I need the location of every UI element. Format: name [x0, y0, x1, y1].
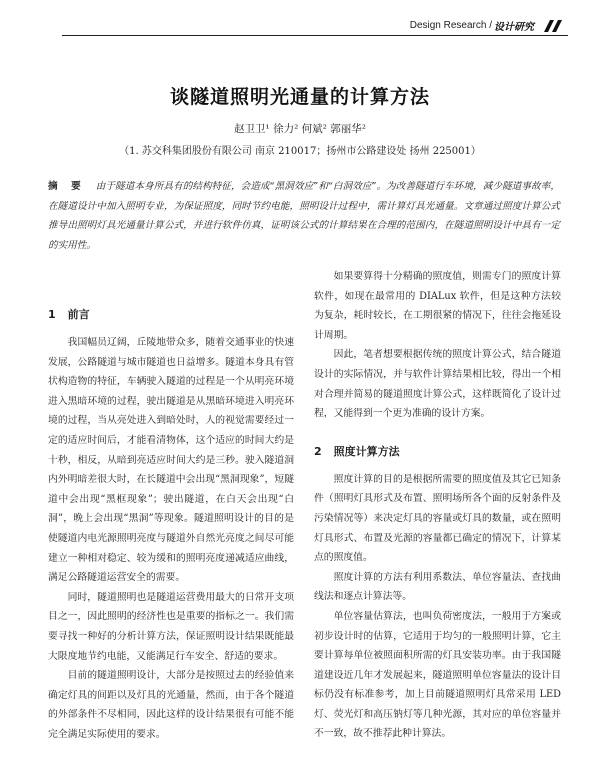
section-2-number: 2	[314, 444, 322, 458]
section-2-heading	[314, 442, 561, 470]
running-header	[410, 18, 566, 33]
author-line: 赵卫卫¹ 徐力² 何斌² 郭丽华²	[234, 123, 366, 135]
abstract-label: 摘 要	[48, 181, 86, 192]
journal-name-en: Design Research /	[409, 20, 492, 31]
article-title: 谈隧道照明光通量的计算方法	[169, 86, 430, 108]
journal-name-cn: 设计研究	[494, 22, 534, 33]
header-rule	[62, 35, 568, 36]
paragraph: 同时，隧道照明也是隧道运营费用最大的日常开支项目之一，因此照明的经济性也是重要的指标之一。我们需要寻找一种好的分析计算方法，保证照明设计结果既能最大限度地节约电能，又能满足行车安全、舒适的要求。	[48, 591, 294, 662]
header-slash-icon	[540, 20, 566, 32]
left-column	[48, 305, 294, 744]
paragraph: 照度计算的方法有利用系数法、单位容量法、查找曲线法和逐点计算法等。	[314, 571, 561, 603]
right-column	[314, 267, 561, 744]
section-gap	[314, 424, 561, 442]
paragraph: 我国幅员辽阔，丘陵地带众多，随着交通事业的快速发展，公路隧道与城市隧道也日益增多。隧道本身具有管状构造物的特征，车辆驶入隧道的过程是一个从明亮环境进入黑暗环境的过程，驶出隧道是从黑暗环境进入明亮环境的过程，当从亮处进入到暗处时，人的视觉需要经过一定的适应时间后，才能看清物体，这个适应的时间大约是十秒，相反，从暗到亮适应时间大约是三秒。驶入隧道洞内外明暗差很大时，在长隧道中会出现“黑洞现象”，短隧道中会出现“黑框现象”；驶出隧道，在白天会出现“白洞”，晚上会出现“黑洞”等现象。隧道照明设计的目的是使隧道内电光源照明亮度与隧道外自然光亮度之间尽可能建立一种相对稳定、较为缓和的照明亮度递减适应曲线，满足公路隧道运营安全的需要。	[48, 337, 294, 584]
abstract-text: 由于隧道本身所具有的结构特征，会造成“黑洞效应”和“白洞效应”。为改善隧道行车环境，减少隧道事故率，在隧道设计中加入照明专业，为保证照度，同时节约电能，照明设计过程中，需计算灯具光通量。文章通过照度计算公式推导出照明灯具光通量计算公式，并进行软件仿真，证明该公式的计算结果在合理的范围内，在隧道照明设计中具有一定的实用性。	[48, 181, 560, 251]
abstract	[48, 177, 560, 255]
section-1-title: 前言	[67, 308, 90, 321]
section-1-heading	[48, 305, 294, 333]
paragraph: 如果要算得十分精确的照度值，则需专门的照度计算软件，如现在最常用的 DIALux 软件，但是这种方法较为复杂，耗时较长，在工期很紧的情况下，往往会拖延设计周期。	[314, 271, 561, 341]
paragraph: 照度计算的目的是根据所需要的照度值及其它已知条件（照明灯具形式及布置、照明场所各个面的反射条件及污染情况等）来决定灯具的容量或灯具的数量，或在照明灯具形式、布置及光源的容量都已确定的情况下，计算某点的照度值。	[314, 473, 561, 564]
section-1-number: 1	[48, 308, 56, 321]
affiliation-line: （1. 苏交科集团股份有限公司 南京 210017；扬州市公路建设处 扬州 225001）	[119, 146, 481, 157]
paragraph: 单位容量估算法，也叫负荷密度法，一般用于方案或初步设计时的估算，它适用于均匀的一般照明计算，它主要计算每单位被照面积所需的灯具安装功率。由于我国隧道建设近几年才发展起来，隧道照明单位容量法的设计目标仍没有标准参考，加上目前隧道照明灯具常采用 LED 灯、荧光灯和高压钠灯等几种光源，其对应的单位容量并不一致，故不推荐此种计算法。	[314, 610, 561, 740]
paragraph: 因此，笔者想要根据传统的照度计算公式，结合隧道设计的实际情况，并与软件计算结果相比较，得出一个相对合理并简易的隧道照度计算公式，这样既简化了设计过程，又能得到一个更为准确的设计方案。	[314, 349, 561, 420]
paragraph: 目前的隧道照明设计，大部分是按照过去的经验值来确定灯具的间距以及灯具的光通量，然而，由于各个隧道的外部条件不尽相同，因此这样的设计结果很有可能不能完全满足实际使用的要求。	[48, 670, 294, 740]
section-2-title: 照度计算方法	[333, 444, 400, 458]
